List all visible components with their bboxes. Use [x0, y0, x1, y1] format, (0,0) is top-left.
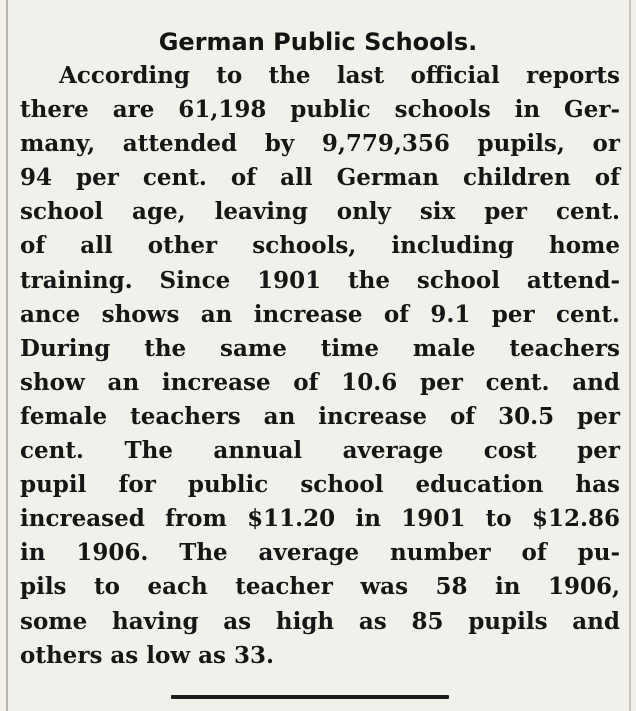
- end-of-article-rule: [171, 695, 449, 699]
- article-line: in 1906. The average number of pu-: [20, 539, 620, 567]
- article-line: 94 per cent. of all German children of: [20, 164, 620, 192]
- article-line: training. Since 1901 the school attend-: [20, 266, 620, 294]
- article-line: increased from $11.20 in 1901 to $12.86: [20, 505, 620, 533]
- column-rule-left: [6, 0, 8, 711]
- article-line: pils to each teacher was 58 in 1906,: [20, 573, 620, 601]
- article-line: school age, leaving only six per cent.: [20, 198, 620, 226]
- article-line: During the same time male teachers: [20, 334, 620, 362]
- article-line: many, attended by 9,779,356 pupils, or: [20, 130, 620, 158]
- article-line: of all other schools, including home: [20, 232, 620, 260]
- column-rule-right: [629, 0, 631, 711]
- article-line: cent. The annual average cost per: [20, 437, 620, 465]
- article-line: there are 61,198 public schools in Ger-: [20, 96, 620, 124]
- article-line: some having as high as 85 pupils and: [20, 607, 620, 635]
- article-line: show an increase of 10.6 per cent. and: [20, 368, 620, 396]
- article-body: [20, 59, 620, 673]
- article-headline: German Public Schools.: [158, 28, 478, 56]
- article-line: others as low as 33.: [20, 641, 275, 669]
- article-line: According to the last official reports: [59, 62, 620, 89]
- article-line: pupil for public school education has: [20, 471, 620, 499]
- article-line: female teachers an increase of 30.5 per: [20, 402, 620, 430]
- article-line: ance shows an increase of 9.1 per cent.: [20, 300, 620, 328]
